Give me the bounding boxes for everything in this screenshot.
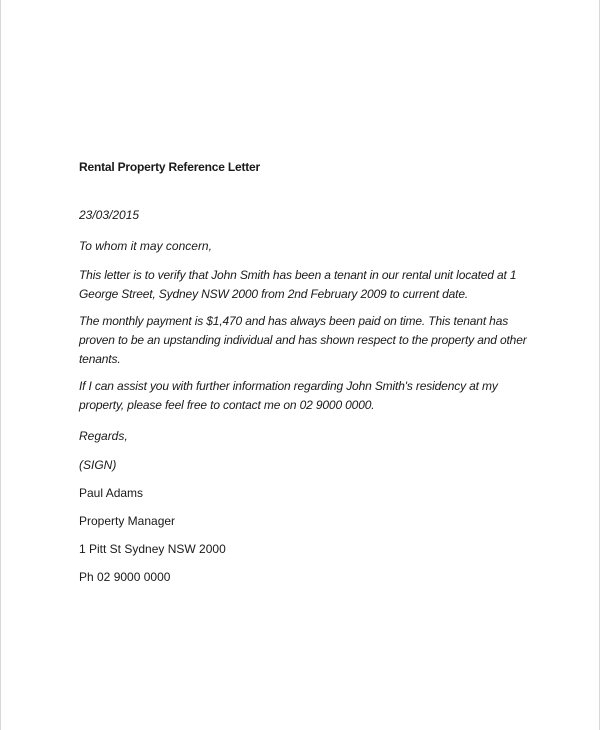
closing: Regards, — [79, 429, 128, 443]
signer-name: Paul Adams — [79, 486, 144, 500]
paragraph-payment: The monthly payment is $1,470 and has always been paid on time. This tenant has proven to be an upstanding individual and has shown respect to the property and other tenants. — [79, 314, 527, 366]
paragraph-contact: If I can assist you with further information regarding John Smith's residency at my property, please feel free to contact me on 02 9000 0000. — [79, 379, 498, 412]
signature-placeholder: (SIGN) — [79, 458, 117, 472]
signer-address: 1 Pitt St Sydney NSW 2000 — [79, 542, 226, 556]
signer-phone: Ph 02 9000 0000 — [79, 570, 171, 584]
salutation: To whom it may concern, — [79, 239, 212, 253]
signer-role: Property Manager — [79, 514, 176, 528]
paragraph-tenancy: This letter is to verify that John Smith has been a tenant in our rental unit located at 1 George Street, Sydney NSW 2000 from 2nd February 2009 to current date. — [79, 268, 517, 301]
letter-date: 23/03/2015 — [79, 208, 140, 222]
letter-title: Rental Property Reference Letter — [79, 160, 260, 174]
letter-body — [79, 160, 529, 598]
